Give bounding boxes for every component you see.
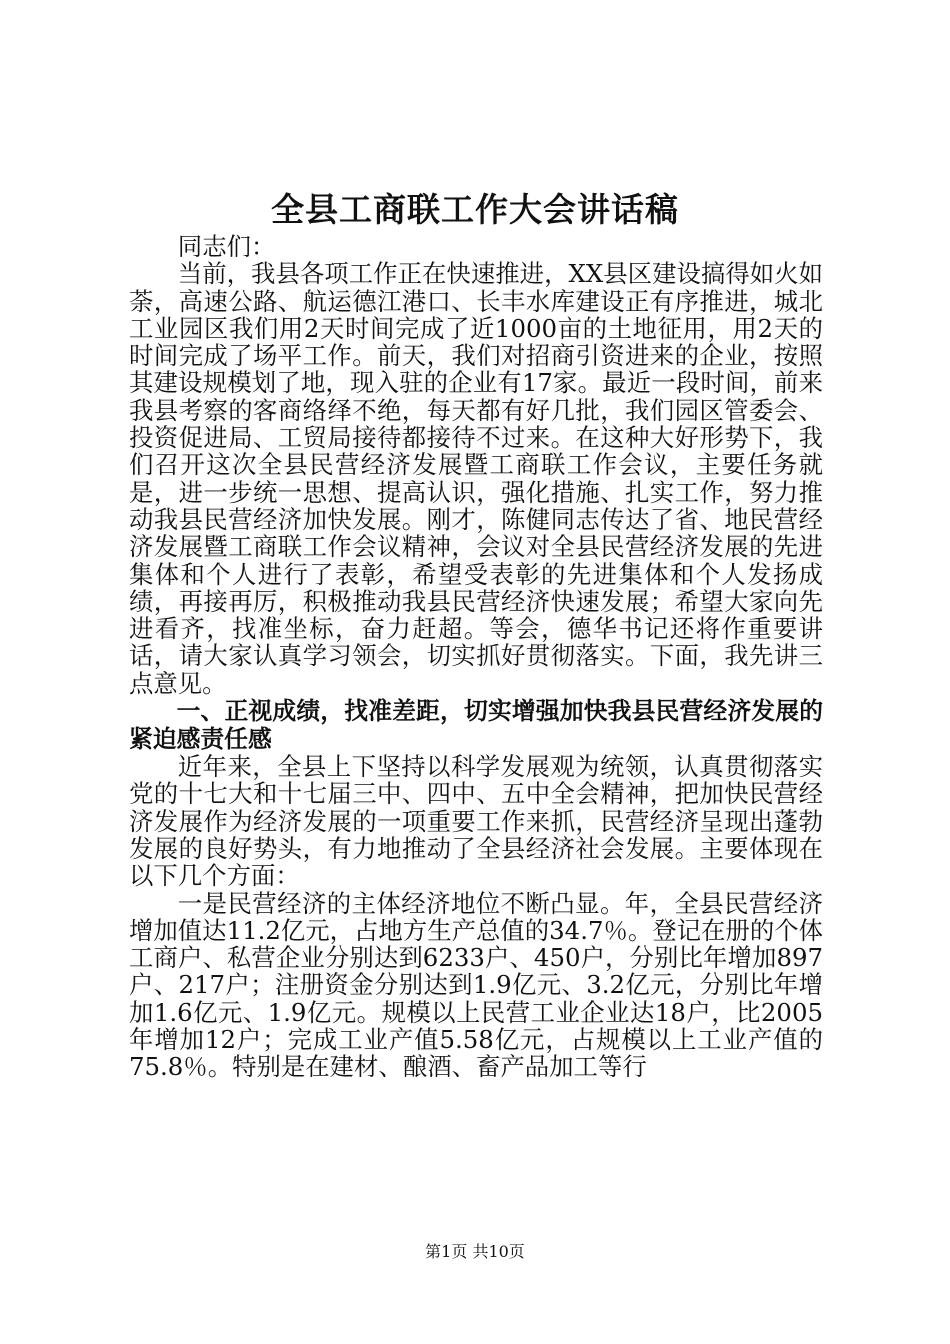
document-body — [129, 233, 823, 1081]
intro-paragraph: 当前，我县各项工作正在快速推进，XX县区建设搞得如火如荼，高速公路、航运德江港口、长丰水库建设正有序推进，城北工业园区我们用2天时间完成了近1000亩的土地征用，用2天的时间完成了场平工作。前天，我们对招商引资进来的企业，按照其建设规模划了地，现入驻的企业有17家。最近一段时间，前来我县考察的客商络绎不绝，每天都有好几批，我们园区管委会、投资促进局、工贸局接待都接待不过来。在这种大好形势下，我们召开这次全县民营经济发展暨工商联工作会议，主要任务就是，进一步统一思想、提高认识，强化措施、扎实工作，努力推动我县民营经济加快发展。刚才，陈健同志传达了省、地民营经济发展暨工商联工作会议精神，会议对全县民营经济发展的先进集体和个人进行了表彰，希望受表彰的先进集体和个人发扬成绩，再接再厉，积极推动我县民营经济快速发展；希望大家向先进看齐，找准坐标，奋力赶超。等会，德华书记还将作重要讲话，请大家认真学习领会，切实抓好贯彻落实。下面，我先讲三点意见。 — [129, 259, 823, 698]
page-footer: 第1页 共10页 — [425, 1242, 525, 1261]
document-title: 全县工商联工作大会讲话稿 — [271, 190, 679, 229]
salutation-paragraph: 同志们： — [177, 232, 276, 261]
body-paragraph: 近年来，全县上下坚持以科学发展观为统领，认真贯彻落实党的十七大和十七届三中、四中、五中全会精神，把加快民营经济发展作为经济发展的一项重要工作来抓，民营经济呈现出蓬勃发展的良好势头，有力地推动了全县经济社会发展。主要体现在以下几个方面： — [129, 752, 823, 891]
body-paragraph: 一是民营经济的主体经济地位不断凸显。年，全县民营经济增加值达11.2亿元，占地方生产总值的34.7％。登记在册的个体工商户、私营企业分别达到6233户、450户，分别比年增加897户、217户；注册资金分别达到1.9亿元、3.2亿元，分别比年增加1.6亿元、1.9亿元。规模以上民营工业企业达18户，比2005年增加12户；完成工业产值5.58亿元，占规模以上工业产值的75.8％。特别是在建材、酿酒、畜产品加工等行 — [129, 888, 823, 1082]
section-heading: 一、正视成绩，找准差距，切实增强加快我县民营经济发展的紧迫感责任感 — [129, 697, 823, 754]
